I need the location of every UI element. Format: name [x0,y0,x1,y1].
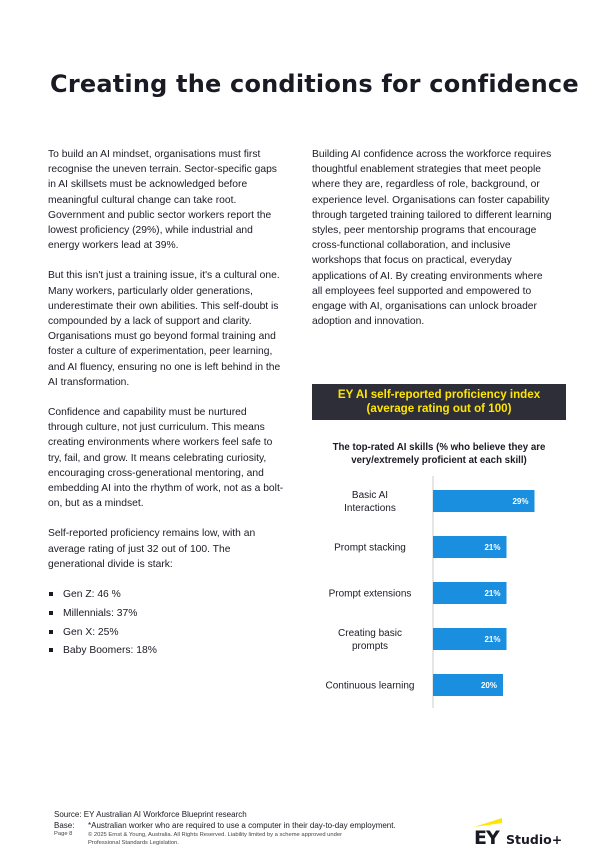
banner-line-1: EY AI self-reported proficiency index [337,387,541,401]
bar-value-label: 20% [480,681,497,690]
category-label: Basic AI Interactions [344,490,396,514]
ey-wordmark: EY [474,827,499,849]
category-label: Continuous learning [325,680,415,692]
body-paragraph: But this isn't just a training issue, it's a cultural one. Many workers, particularly older generations, underestimate their own abilities. This self-doubt is compounded by a lack of support and clarity. Organisations must go beyond formal training and foster a culture of experimentation, peer learning, and AI fluency, ensuring no one is left behind in the AI transformation. [48,270,281,388]
skills-bar-chart [312,476,572,716]
chart-title: The top-rated AI skills (% who believe they are very/extremely proficient at each skill) [332,442,546,466]
page-title: Creating the conditions for confidence [50,70,579,98]
list-item: Gen X: 25% [48,625,284,640]
list-item: Millennials: 37% [48,606,284,621]
body-paragraph: Building AI confidence across the workforce requires thoughtful enablement strategies that meet people where they are, regardless of role, background, or experience level. Organisations can foster capability through targeted training tailored to different learning styles, peer mentorship programs that encourage cross-functional collaboration, and inclusive workshops that focus on practical, everyday applications of AI. By creating environments where all employees feel supported and empowered to engage with AI, organisations can unlock broader adoption and innovation. [312,149,552,328]
body-paragraph: To build an AI mindset, organisations must first recognise the uneven terrain. Sector-specific gaps in AI skillsets must be acknowledged before meaningful cultural change can take root. Government and public sector workers report the lowest proficiency (29%), while industrial and energy workers lead at 39%. [48,149,277,252]
studio-wordmark: Studio+ [506,832,563,847]
left-column [48,147,284,662]
base-text: *Australian worker who are required to use a computer in their day-to-day employment. [88,821,396,830]
body-paragraph: Confidence and capability must be nurtured through culture, not just curriculum. This means creating environments where workers feel safe to try, fail, and grow. It means celebrating curiosity, encouraging cross-generational mentoring, and embedding AI into the rhythm of work, not as a bolt-on, but as a mindset. [48,407,284,510]
base-note [54,821,396,830]
bar-value-label: 21% [484,589,501,598]
right-column [312,147,552,344]
beam-shape [474,818,502,827]
ey-studio-logo [474,818,584,848]
base-label: Base: [54,821,75,830]
bar-value-label: 29% [512,497,529,506]
generation-list [48,587,284,659]
bar-value-label: 21% [484,635,501,644]
banner-line-2: (average rating out of 100) [366,402,512,415]
bar-value-label: 21% [484,543,501,552]
category-label: Prompt extensions [328,588,412,600]
proficiency-index-banner [312,384,566,420]
source-note: Source: EY Australian AI Workforce Blueprint research [54,810,247,819]
list-item: Gen Z: 46 % [48,587,284,602]
category-label: Prompt stacking [334,542,406,554]
copyright-note: © 2025 Ernst & Young, Australia. All Rights Reserved. Liability limited by a scheme approved under Professional Standards Legislation. [88,832,343,847]
page-number: Page 8 [54,831,73,837]
body-paragraph: Self-reported proficiency remains low, with an average rating of just 32 out of 100. The generational divide is stark: [48,528,256,570]
category-label: Creating basic prompts [338,628,402,652]
list-item: Baby Boomers: 18% [48,643,284,658]
